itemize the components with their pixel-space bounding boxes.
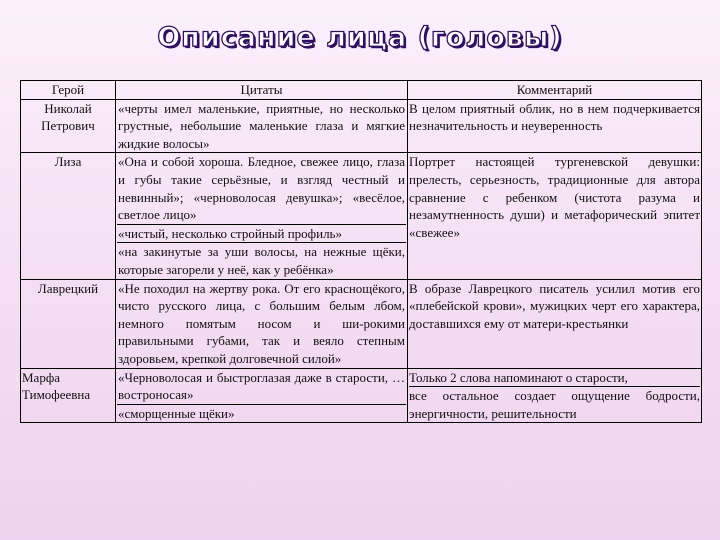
quote-text: «на закинутые за уши волосы, на нежные щёки, которые загорели у неё, как у ребёнка» xyxy=(118,244,405,277)
comment-cell xyxy=(408,153,702,279)
table-row xyxy=(21,153,702,279)
header-quotes: Цитаты xyxy=(116,81,408,100)
quote-cell xyxy=(116,153,408,279)
quote-text: «чистый, несколько стройный профиль» xyxy=(117,225,406,244)
quote-cell xyxy=(116,368,408,423)
comment-cell xyxy=(408,279,702,368)
hero-name: Лиза xyxy=(21,153,116,279)
header-comment: Комментарий xyxy=(408,81,702,100)
table-row xyxy=(21,279,702,368)
hero-name: Николай Петрович xyxy=(21,99,116,153)
comment-text: В образе Лаврецкого писатель усилил мотив его «плебейской крови», мужицких черт его характера, доставшихся ему от матери-крестьянки xyxy=(409,280,700,331)
comment-text: все остальное создает ощущение бодрости, энергичности, решительности xyxy=(409,388,700,421)
table-row xyxy=(21,99,702,153)
comment-cell xyxy=(408,99,702,153)
quote-cell xyxy=(116,279,408,368)
hero-name: Марфа Тимофеевна xyxy=(21,368,116,423)
table-row xyxy=(21,368,702,423)
quote-text: «Она и собой хороша. Бледное, свежее лицо, глаза и губы такие серьёзные, и взгляд честный и невинный»; «черноволосая девушка»; «весёлое, светлое лицо» xyxy=(117,153,406,224)
header-hero: Герой xyxy=(21,81,116,100)
comment-text: В целом приятный облик, но в нем подчеркивается незначительность и неуверенность xyxy=(409,100,700,134)
quote-cell xyxy=(116,99,408,153)
comment-cell xyxy=(408,368,702,423)
quote-text: «черты имел маленькие, приятные, но несколько грустные, небольшие маленькие глаза и мягкие жидкие волосы» xyxy=(118,100,405,151)
hero-name: Лаврецкий xyxy=(21,279,116,368)
description-table xyxy=(20,80,702,423)
table-header-row xyxy=(21,81,702,100)
quote-text: «Черноволосая и быстроглазая даже в старости, … востроносая» xyxy=(117,369,406,405)
quote-text: «сморщенные щёки» xyxy=(118,405,235,421)
quote-text: «Не походил на жертву рока. От его краснощёкого, чисто русского лица, с большим белым лбом, немного помятым носом и ши-рокими правильными губами, так и веяло степным здоровьем, крепкой долговечной силой» xyxy=(118,280,405,366)
comment-text: Портрет настоящей тургеневской девушки: прелесть, серьезность, традиционные для автора сравнение с ребенком (чистота разума и незамутненность души) и метафорический эпитет «свежее» xyxy=(409,154,700,240)
comment-text: Только 2 слова напоминают о старости, xyxy=(409,369,700,388)
slide-title: Описание лица (головы) xyxy=(157,22,563,53)
